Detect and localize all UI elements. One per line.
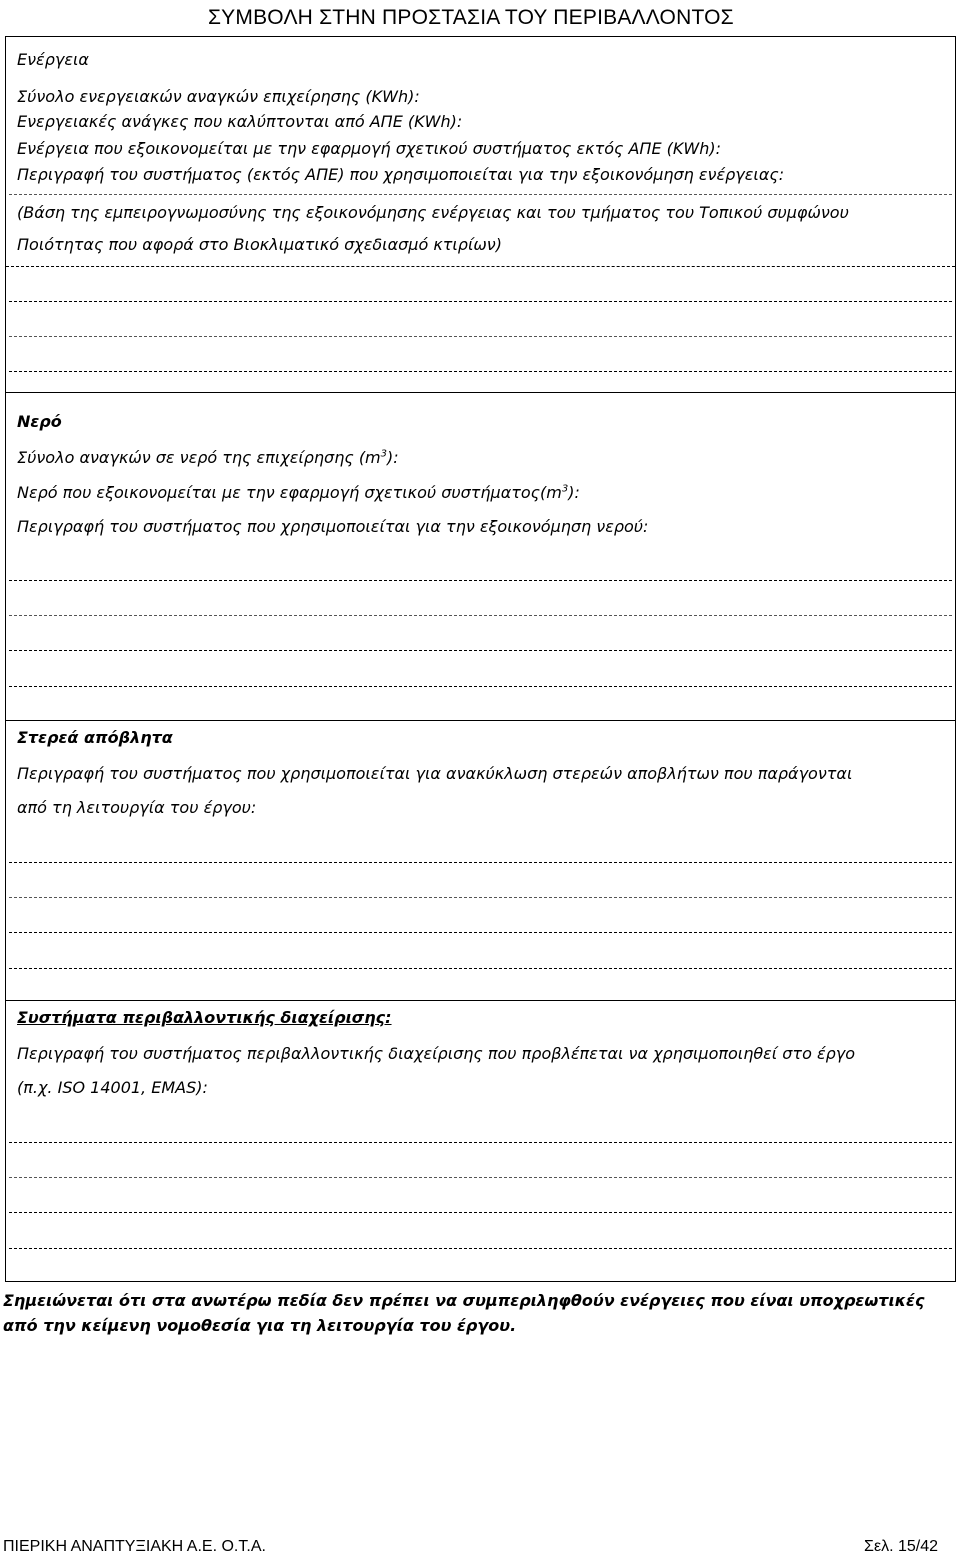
answer-line[interactable] — [9, 371, 952, 372]
water-total-needs-label: Σύνολο αναγκών σε νερό της επιχείρησης $(m^3)$: — [17, 448, 399, 467]
energy-section — [6, 37, 955, 393]
answer-line[interactable] — [9, 968, 952, 969]
legal-note: Σημειώνεται ότι στα ανωτέρω πεδία δεν πρέπει να συμπεριληφθούν ενέργειες που είναι υποχρεωτικές από την κείμενη νομοθεσία για τη λειτουργία του έργου. — [3, 1291, 925, 1335]
footer-page-number: Σελ. 15/42 — [864, 1538, 938, 1555]
page-title: ΣΥΜΒΟΛΗ ΣΤΗΝ ΠΡΟΣΤΑΣΙΑ ΤΟΥ ΠΕΡΙΒΑΛΛΟΝΤΟΣ — [208, 6, 734, 29]
ems-description-label-2: (π.χ. ISO 14001, EMAS): — [17, 1078, 208, 1097]
answer-line[interactable] — [9, 615, 952, 616]
energy-saved-label: Ενέργεια που εξοικονομείται με την εφαρμογή σχετικού συστήματος εκτός ΑΠΕ (KWh): — [17, 139, 721, 158]
ems-description-label-1: Περιγραφή του συστήματος περιβαλλοντικής διαχείρισης που προβλέπεται να χρησιμοποιηθεί στο έργο — [17, 1044, 855, 1063]
ems-heading: Συστήματα περιβαλλοντικής διαχείρισης: — [17, 1008, 392, 1027]
answer-line[interactable] — [9, 686, 952, 687]
answer-line[interactable] — [9, 932, 952, 933]
water-section — [6, 393, 955, 721]
water-saved-label: Νερό που εξοικονομείται με την εφαρμογή σχετικού $\sigma\upsilon\sigma\tau ή\mu\alpha\tau o\varsigma(m^3)$: — [17, 483, 580, 502]
water-heading: Νερό — [17, 412, 62, 431]
answer-line[interactable] — [9, 194, 952, 195]
answer-line[interactable] — [9, 650, 952, 651]
solid-waste-section — [6, 721, 955, 1001]
waste-system-description-label-2: από τη λειτουργία του έργου: — [17, 798, 257, 817]
energy-heading: Ενέργεια — [17, 50, 89, 69]
answer-line[interactable] — [9, 862, 952, 863]
answer-line[interactable] — [9, 1212, 952, 1213]
answer-line[interactable] — [9, 301, 952, 302]
ems-section — [6, 1001, 955, 1283]
answer-line[interactable] — [9, 1177, 952, 1178]
environmental-form — [5, 36, 956, 1282]
energy-system-description-label: Περιγραφή του συστήματος (εκτός ΑΠΕ) που χρησιμοποιείται για την εξοικονόμηση ενέργειας: — [17, 165, 785, 184]
answer-line[interactable] — [9, 897, 952, 898]
answer-line[interactable] — [9, 336, 952, 337]
answer-line[interactable] — [9, 1248, 952, 1249]
energy-res-needs-label: Ενεργειακές ανάγκες που καλύπτονται από ΑΠΕ (KWh): — [17, 112, 463, 131]
answer-line[interactable] — [9, 1142, 952, 1143]
energy-basis-note-1: (Βάση της εμπειρογνωμοσύνης της εξοικονόμησης ενέργειας και του τμήματος του Τοπικού συμφώνου — [17, 203, 849, 222]
energy-total-needs-label: Σύνολο ενεργειακών αναγκών επιχείρησης (KWh): — [17, 87, 420, 106]
answer-line[interactable] — [6, 266, 955, 267]
energy-basis-note-2: Ποιότητας που αφορά στο Βιοκλιματικό σχεδιασμό κτιρίων) — [17, 235, 502, 254]
answer-line[interactable] — [9, 580, 952, 581]
water-system-description-label: Περιγραφή του συστήματος που χρησιμοποιείται για την εξοικονόμηση νερού: — [17, 517, 649, 536]
solid-waste-heading: Στερεά απόβλητα — [17, 728, 173, 747]
footer-organization: ΠΙΕΡΙΚΗ ΑΝΑΠΤΥΞΙΑΚΗ Α.Ε. Ο.Τ.Α. — [3, 1538, 266, 1555]
waste-system-description-label-1: Περιγραφή του συστήματος που χρησιμοποιείται για ανακύκλωση στερεών αποβλήτων που παράγονται — [17, 764, 853, 783]
